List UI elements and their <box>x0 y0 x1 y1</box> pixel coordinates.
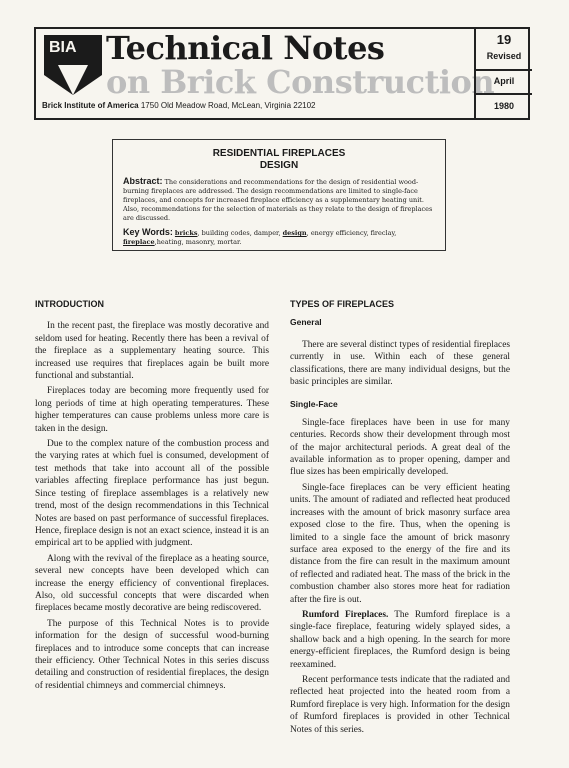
keyword: design <box>282 229 307 237</box>
keyword: mortar <box>217 238 240 246</box>
document-title-line1: RESIDENTIAL FIREPLACES <box>212 148 346 159</box>
intro-paragraph: Along with the revival of the fireplace as a heating source, several new concepts have been developed which can increase the energy efficiency of conventional fireplaces. Also, old successful concepts that were discarded when fireplaces became mostly decorative are being rediscovered. <box>35 553 269 614</box>
publisher-name: Brick Institute of America <box>42 101 139 110</box>
general-subheading: General <box>290 317 322 328</box>
issue-month: April <box>493 76 515 86</box>
keyword: fireplace <box>123 238 155 246</box>
intro-paragraph: In the recent past, the fireplace was mostly decorative and seldom used for heating. Recently there has been a revival of the fireplace as a supplementary heating source. This increased use requires that fireplaces again be built more functional and substantial. <box>35 321 269 382</box>
bia-logo <box>44 35 102 95</box>
abstract-body: The considerations and recommendations for the design of residential wood-burning fireplaces are addressed. The design recommendations are limited to single-face fireplaces, and concepts for increased fireplace efficiency as a supplementary heating unit. Also, recommendations for the selection of materials as they relate to the design of fireplaces are discussed. <box>123 178 433 222</box>
document-title <box>113 148 445 172</box>
keyword: building codes <box>201 229 250 237</box>
masthead-title-line2: on Brick Construction <box>106 63 495 101</box>
rumford-paragraph <box>290 609 510 671</box>
intro-paragraph: The purpose of this Technical Notes is to provide information for the design of successful wood-burning fireplaces and to introduce some concepts that can increase their efficiency. Other Technical Notes in this series discuss detailing and construction of residential fireplaces, the design of residential chimneys and commercial chimneys. <box>35 618 269 691</box>
general-paragraph: There are several distinct types of residential fireplaces currently in use. Within each of these general classifications, there are many individual designs, but the basic principles are similar. <box>290 339 510 388</box>
masthead-title-line1: Technical Notes <box>106 29 385 67</box>
abstract-text <box>123 177 435 223</box>
keyword: energy efficiency <box>310 229 367 237</box>
types-heading: TYPES OF FIREPLACES <box>290 299 395 309</box>
publisher-address <box>42 101 316 110</box>
issue-status: Revised <box>486 51 522 61</box>
publisher-street: 1750 Old Meadow Road, McLean, Virginia 22102 <box>140 101 316 110</box>
rumford-paragraph: Recent performance tests indicate that the radiated and reflected heat projected into the heated room from a Rumford fireplace is very high. Information for the design of Rumford fireplaces is provided in other Technical Notes of this series. <box>290 674 510 735</box>
masthead <box>34 27 530 120</box>
keyword: bricks <box>174 229 198 237</box>
abstract-label: Abstract: <box>123 176 163 186</box>
keyword: heating <box>156 238 182 246</box>
rumford-text: The Rumford fireplace is a single-face fireplace, featuring widely splayed sides, a shallow back and a high opening. In the search for more energy-efficient fireplaces, the Rumford design is being reexamined. <box>290 609 510 670</box>
introduction-heading: INTRODUCTION <box>35 299 104 309</box>
document-title-line2: DESIGN <box>259 160 299 171</box>
intro-paragraph: Fireplaces today are becoming more frequently used for long periods of time at high operating temperatures. These higher temperatures can cause problems unless more care is taken in the design. <box>35 386 269 434</box>
keyword: fireclay <box>370 229 395 237</box>
single-face-paragraph: Single-face fireplaces have been in use for many centuries. Records show their development through most of the major architectural periods. A great deal of the available information as to proper opening, damper and flue sizes has been empirically developed. <box>290 417 510 478</box>
keyword: masonry <box>185 238 214 246</box>
keywords: Key Words: bricks, building codes, damper, design, energy efficiency, fireclay, fireplace,heating, masonry, mortar. <box>123 227 397 246</box>
abstract-box <box>112 139 446 251</box>
side-index <box>517 0 547 768</box>
right-column <box>290 298 510 736</box>
intro-paragraph: Due to the complex nature of the combustion process and the varying rates at which fuel is consumed, development of test methods that take into account all of the possible variables affecting fireplace performance has just begun. Since testing of fireplace assemblages is a relatively new trend, most of the design recommendations in this Technical Notes are based on past performance of successful fireplaces. Hence, fireplace design is not an exact science, instead it is an empirical art to be applied with judgment. <box>35 439 269 549</box>
keyword: damper <box>253 229 279 237</box>
single-face-paragraph: Single-face fireplaces can be very efficient heating units. The amount of radiated and reflected heat produced increases with the amount of brick masonry surface area exposed close to the fire. Thus, when the opening is limited to a single face the amount of brick masonry surface area exposed to the energy of the fire and its distance from the fire can result in the maximum amount of reflected and radiated heat. The mass of the brick in the combustion chamber also stores more heat for radiation after the fire is out. <box>290 482 510 605</box>
left-column <box>35 298 269 692</box>
logo-text: BIA <box>49 39 77 56</box>
issue-number: 19 <box>496 32 512 47</box>
rumford-label: Rumford Fireplaces. <box>302 609 389 620</box>
single-face-subheading: Single-Face <box>290 399 338 410</box>
keywords-label: Key Words: <box>123 227 173 237</box>
issue-year: 1980 <box>493 101 515 111</box>
